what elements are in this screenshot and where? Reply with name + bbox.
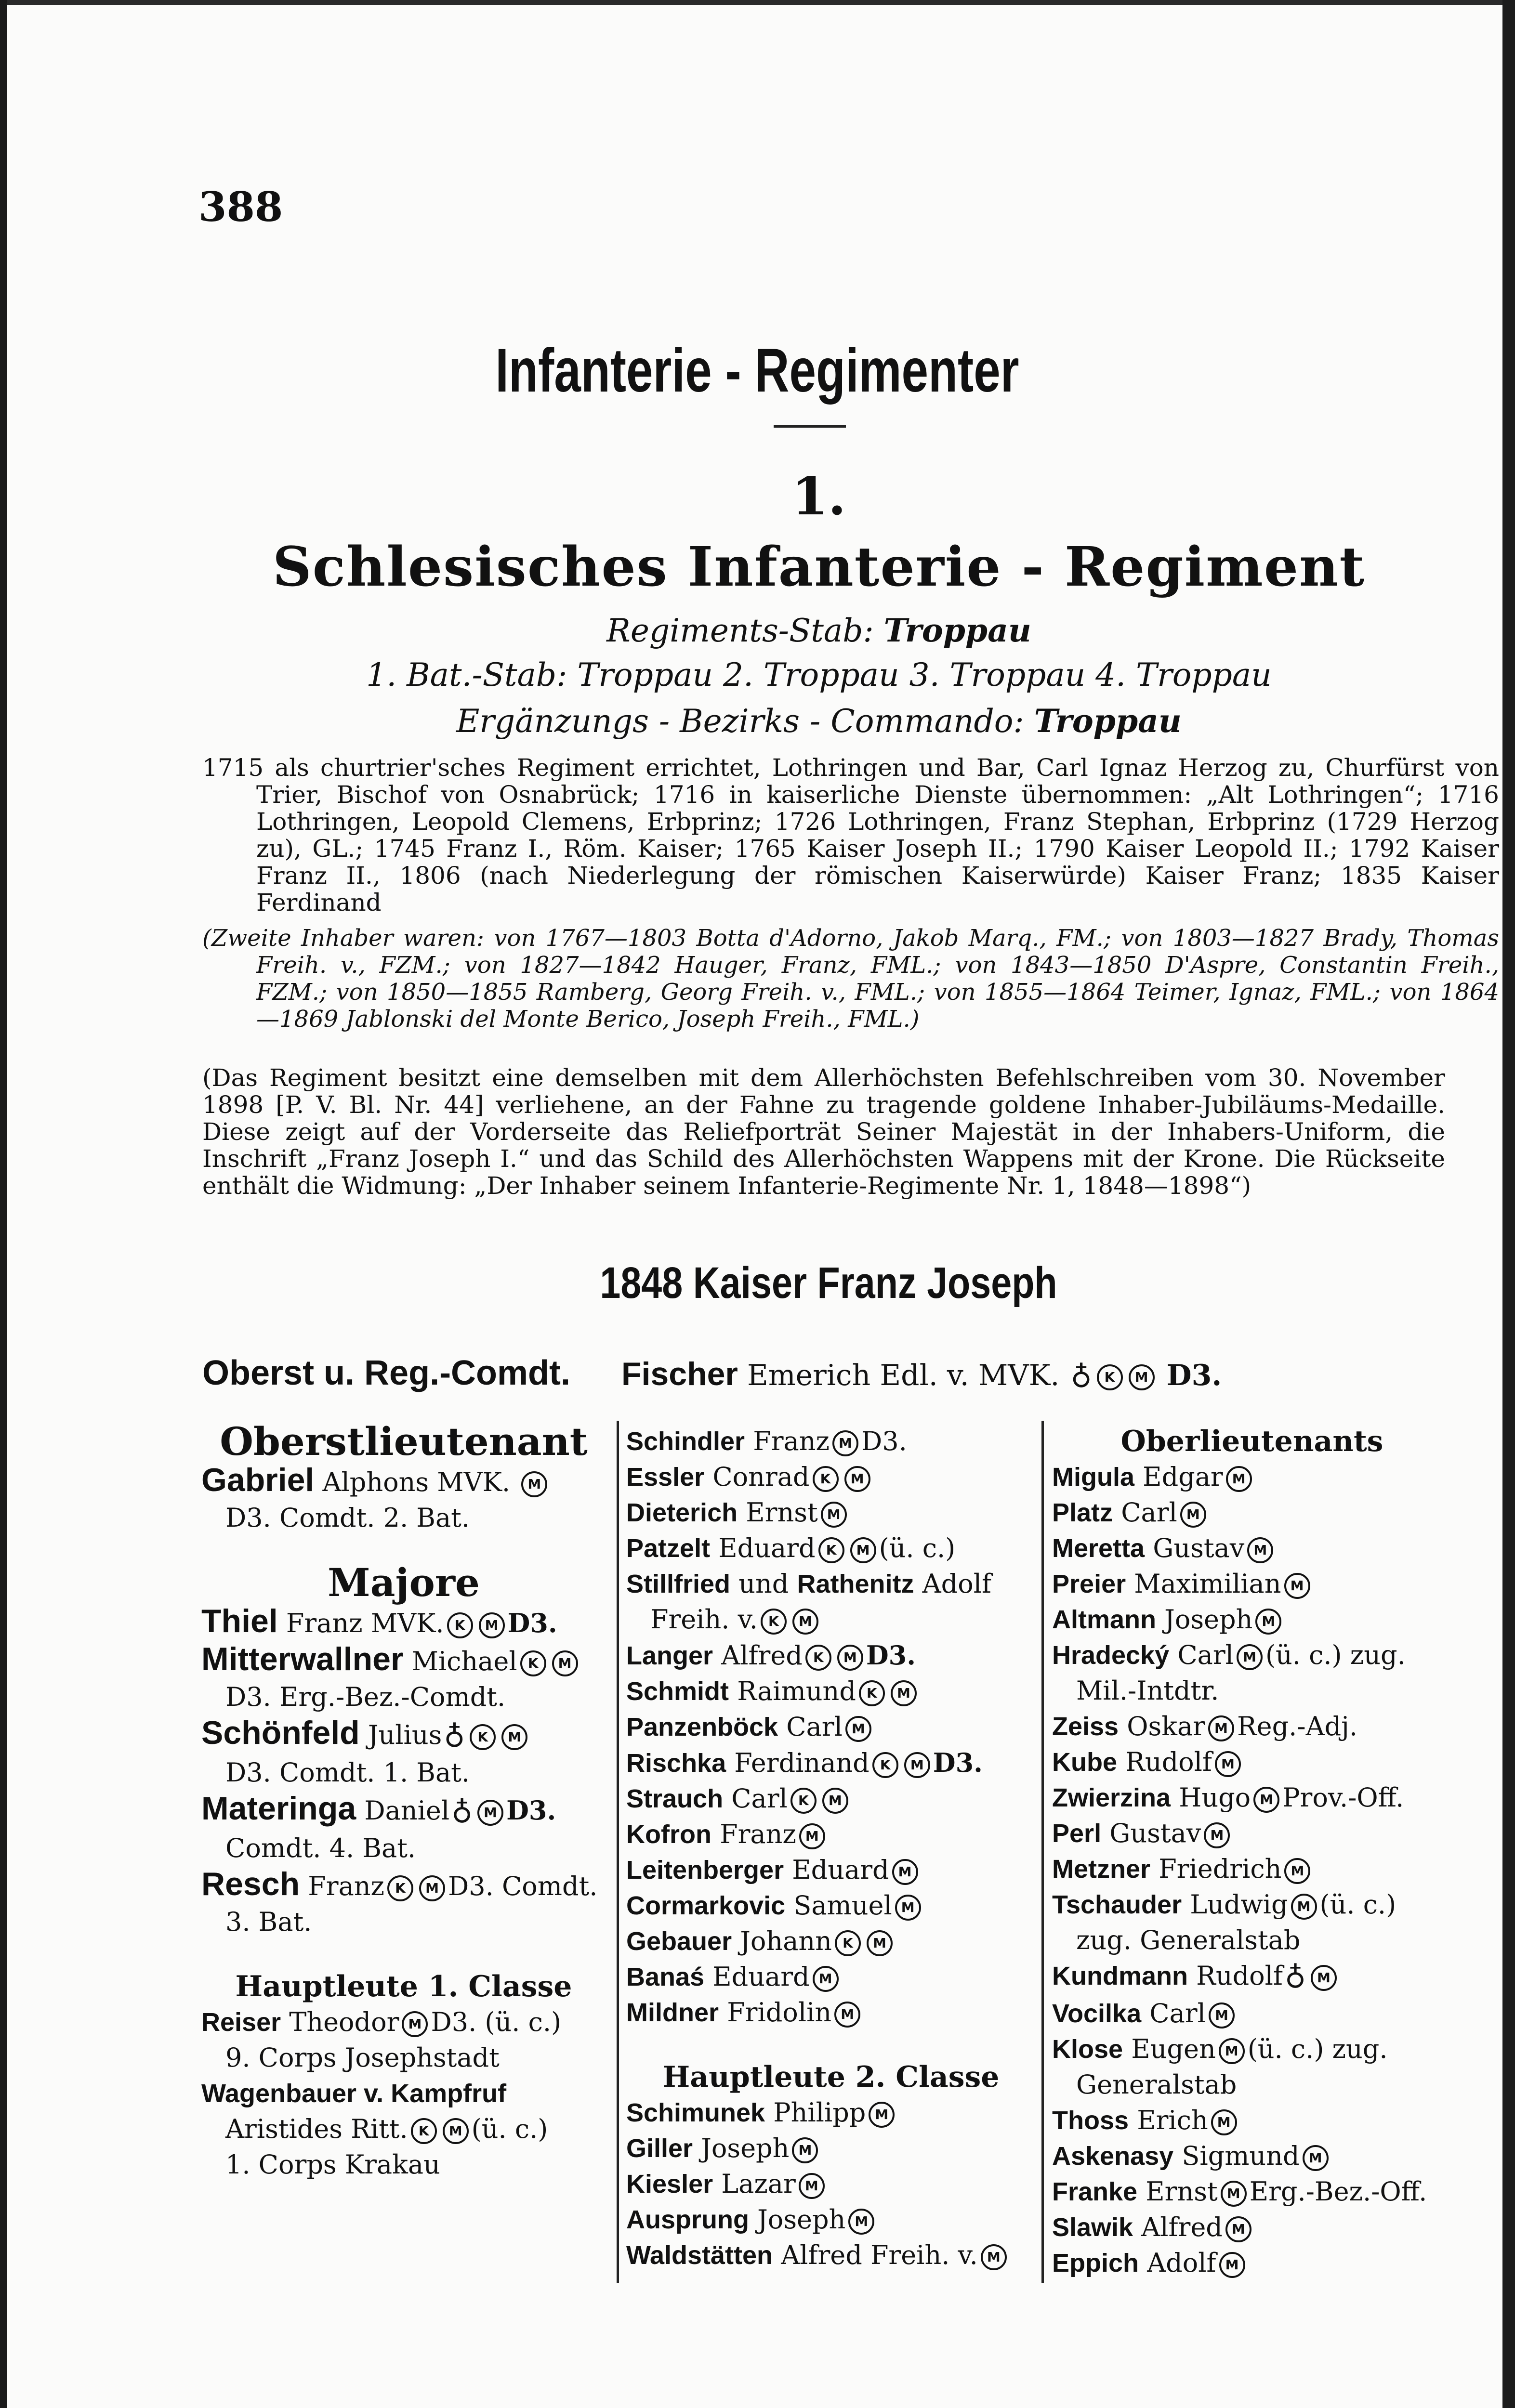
m-mark-icon: M: [845, 1716, 871, 1742]
list-item-cont: Mil.-Intdtr.: [1076, 1675, 1219, 1706]
list-item-cont: D3. Comdt. 2. Bat.: [225, 1503, 470, 1533]
heading-hauptleute-1: Hauptleute 1. Classe: [235, 1970, 572, 2003]
k-mark-icon: K: [1097, 1364, 1123, 1390]
list-item-cont: D3. Comdt. 1. Bat.: [225, 1757, 470, 1788]
m-mark-icon: M: [1219, 2038, 1245, 2064]
scan-edge-right: [1502, 0, 1515, 2408]
m-mark-icon: M: [792, 2137, 818, 2163]
k-mark-icon: K: [470, 1724, 496, 1750]
m-mark-icon: M: [1284, 1858, 1310, 1884]
m-mark-icon: M: [501, 1724, 527, 1750]
list-item: Slawik Alfred M: [1052, 2210, 1452, 2245]
m-mark-icon: M: [891, 1680, 917, 1706]
list-item: Essler Conrad K M: [626, 1459, 1036, 1495]
m-mark-icon: M: [1208, 1715, 1234, 1741]
m-mark-icon: M: [837, 1645, 863, 1671]
list-item: Schindler Franz M D3.: [626, 1426, 907, 1456]
m-mark-icon: M: [1253, 1787, 1279, 1813]
list-item: Platz Carl M: [1052, 1495, 1452, 1531]
cross-decoration-icon: ♁: [1284, 1961, 1306, 1995]
m-mark-icon: M: [821, 1502, 847, 1528]
list-item: Mildner Fridolin M: [626, 1995, 1036, 2030]
column-2: [626, 1424, 1036, 2273]
m-mark-icon: M: [892, 1859, 918, 1885]
k-mark-icon: K: [387, 1875, 413, 1901]
list-item: Preier Maximilian M: [1052, 1566, 1452, 1602]
column-divider-2: [1041, 1421, 1044, 2283]
jubilee-note-paragraph: (Das Regiment besitzt eine demselben mit dem Allerhöchsten Befehlschreiben vom 30. November 1898 [P. V. Bl. Nr. 44] verliehene, an der Fahne zu tragende goldene Inhaber-Jubiläums-Medaille. Diese zeigt auf der Vorderseite das Reliefporträt Seiner Majestät in der Inhabers-Uniform, die Inschrift „Franz Joseph I.“ und das Schild des Allerhöchsten Wappens mit der Krone. Die Rückseite enthält die Widmung: „Der Inhaber seinem Infanterie-Regimente Nr. 1, 1848—1898“): [202, 1064, 1445, 1200]
list-item: Leitenberger Eduard M: [626, 1852, 1036, 1888]
list-item: Franke Ernst M Erg.-Bez.-Off.: [1052, 2176, 1427, 2207]
m-mark-icon: M: [869, 2102, 895, 2128]
list-item: Mitterwallner Michael K M: [201, 1641, 606, 1679]
m-mark-icon: M: [1255, 1609, 1281, 1635]
regiment-number: 1.: [791, 466, 846, 527]
list-item: Panzenböck Carl M: [626, 1709, 1036, 1745]
list-item: Tschauder Ludwig M (ü. c.): [1052, 1889, 1396, 1920]
k-mark-icon: K: [790, 1788, 817, 1814]
m-mark-icon: M: [832, 1430, 858, 1456]
k-mark-icon: K: [805, 1645, 831, 1671]
list-item: Altmann Joseph M: [1052, 1602, 1452, 1637]
regiment-name: Schlesisches Infanterie - Regiment: [272, 536, 1366, 599]
m-mark-icon: M: [813, 1966, 839, 1992]
oberst-tail: D3.: [1166, 1359, 1222, 1392]
list-item: Kofron Franz M: [626, 1817, 1036, 1852]
column-divider-1: [617, 1421, 619, 2283]
ergaenzung-value: Troppau: [1034, 702, 1182, 740]
list-item-cont: D3. Erg.-Bez.-Comdt.: [225, 1682, 506, 1712]
page-number: 388: [198, 183, 283, 231]
list-item: Reiser Theodor M D3. (ü. c.): [201, 2007, 562, 2037]
heading-majore: Majore: [328, 1560, 480, 1605]
ergaenzung-line: [0, 702, 1515, 740]
list-item: Metzner Friedrich M: [1052, 1851, 1452, 1887]
list-item: Vocilka Carl M: [1052, 1996, 1452, 2031]
list-item: Patzelt Eduard K M (ü. c.): [626, 1533, 956, 1563]
cross-decoration-icon: ♁: [1070, 1361, 1092, 1395]
list-item-cont: Comdt. 4. Bat.: [225, 1833, 416, 1863]
m-mark-icon: M: [1311, 1965, 1337, 1991]
m-mark-icon: M: [1221, 2181, 1247, 2207]
heading-oberstleutnant: Oberstlieutenant: [220, 1419, 588, 1464]
m-mark-icon: M: [1215, 1751, 1241, 1777]
m-mark-icon: M: [904, 1752, 930, 1778]
list-item: Banaś Eduard M: [626, 1959, 1036, 1995]
list-item: Perl Gustav M: [1052, 1816, 1452, 1851]
stab-label: Regiments-Stab:: [606, 612, 874, 649]
m-mark-icon: M: [844, 1466, 870, 1492]
list-item: Materinga Daniel♁ M D3.: [201, 1790, 556, 1830]
m-mark-icon: M: [799, 2173, 825, 2199]
m-mark-icon: M: [443, 2118, 469, 2144]
history-paragraph: 1715 als churtrier'sches Regiment errichtet, Lothringen und Bar, Carl Ignaz Herzog zu, Churfürst von Trier, Bischof von Osnabrück; 1716 in kaiserliche Dienste übernommen: „Alt Lothringen“; 1716 Lothringen, Leopold Clemens, Erbprinz; 1726 Lothringen, Franz Stephan, Erbprinz (1729 Herzog zu), GL.; 1745 Franz I., Röm. Kaiser; 1765 Kaiser Joseph II.; 1790 Kaiser Leopold II.; 1792 Kaiser Franz II., 1806 (nach Niederlegung der römischen Kaiserwürde) Kaiser Franz; 1835 Kaiser Ferdinand: [202, 754, 1499, 916]
m-mark-icon: M: [834, 2002, 860, 2028]
m-mark-icon: M: [477, 1800, 503, 1826]
list-item: Schimunek Philipp M: [626, 2095, 1036, 2131]
m-mark-icon: M: [552, 1650, 578, 1676]
m-mark-icon: M: [867, 1930, 893, 1956]
list-item-cont: 9. Corps Josephstadt: [225, 2042, 500, 2073]
list-item-cont: Aristides Ritt. K M (ü. c.): [225, 2114, 548, 2144]
stab-value: Troppau: [883, 612, 1031, 649]
k-mark-icon: K: [872, 1752, 898, 1778]
column-1: [201, 1419, 606, 2183]
k-mark-icon: K: [520, 1650, 546, 1676]
title-divider: [774, 425, 846, 428]
list-item: Meretta Gustav M: [1052, 1531, 1452, 1566]
list-item: Gebauer Johann K M: [626, 1924, 1036, 1959]
list-item: Zeiss Oskar M Reg.-Adj.: [1052, 1711, 1358, 1741]
list-item-cont: 3. Bat.: [225, 1907, 312, 1937]
m-mark-icon: M: [1204, 1822, 1230, 1848]
cross-decoration-icon: ♁: [444, 1720, 465, 1754]
list-item: Stillfried und Rathenitz Adolf: [626, 1569, 992, 1599]
m-mark-icon: M: [1247, 1537, 1273, 1563]
list-item: Wagenbauer v. Kampfruf: [201, 2079, 507, 2108]
oberst-label: Oberst u. Reg.-Comdt.: [202, 1354, 571, 1392]
oberst-entry: [202, 1352, 570, 1393]
list-item-cont: zug. Generalstab: [1076, 1925, 1301, 1955]
m-mark-icon: M: [419, 1875, 445, 1901]
column-3: [1052, 1424, 1452, 2281]
list-item: Resch Franz K M D3. Comdt.: [201, 1866, 598, 1902]
m-mark-icon: M: [1284, 1573, 1310, 1599]
m-mark-icon: M: [792, 1609, 818, 1635]
m-mark-icon: M: [521, 1471, 547, 1497]
m-mark-icon: M: [1219, 2252, 1245, 2278]
m-mark-icon: M: [1303, 2145, 1329, 2171]
m-mark-icon: M: [822, 1788, 848, 1814]
m-mark-icon: M: [1291, 1894, 1317, 1920]
list-item: Schmidt Raimund K M: [626, 1674, 1036, 1709]
m-mark-icon: M: [1237, 1644, 1263, 1670]
oberst-name: Fischer: [621, 1356, 738, 1392]
list-item: Giller Joseph M: [626, 2131, 1036, 2166]
m-mark-icon: M: [1129, 1364, 1155, 1390]
list-item-cont: Generalstab: [1076, 2069, 1237, 2100]
list-item: Klose Eugen M (ü. c.) zug.: [1052, 2034, 1388, 2064]
k-mark-icon: K: [818, 1537, 844, 1563]
oberst-details: Emerich Edl. v. MVK.: [747, 1359, 1060, 1392]
scan-edge-left: [0, 0, 7, 2408]
list-item: Strauch Carl K M: [626, 1781, 1036, 1817]
list-item: Schönfeld Julius♁ K M: [201, 1715, 606, 1755]
list-item: Thiel Franz MVK. K M D3.: [201, 1603, 557, 1639]
list-item: Migula Edgar M: [1052, 1459, 1452, 1495]
m-mark-icon: M: [402, 2011, 428, 2037]
regiments-stab-line: [0, 612, 1515, 649]
heading-hauptleute-2: Hauptleute 2. Classe: [662, 2060, 1000, 2094]
list-item: Kube Rudolf M: [1052, 1744, 1452, 1780]
k-mark-icon: K: [813, 1466, 839, 1492]
m-mark-icon: M: [799, 1823, 825, 1849]
list-item: Dieterich Ernst M: [626, 1495, 1036, 1531]
owner-heading: 1848 Kaiser Franz Joseph: [600, 1258, 1057, 1308]
m-mark-icon: M: [981, 2244, 1007, 2270]
k-mark-icon: K: [447, 1612, 473, 1638]
oberst-person: [621, 1355, 1222, 1394]
cross-decoration-icon: ♁: [451, 1796, 473, 1830]
list-item: Hradecký Carl M (ü. c.) zug.: [1052, 1640, 1406, 1670]
m-mark-icon: M: [1225, 2216, 1252, 2242]
list-item: Kundmann Rudolf♁ M: [1052, 1958, 1452, 1996]
list-item-cont: Freih. v. K M: [626, 1602, 1036, 1637]
scan-edge-top: [0, 0, 1515, 5]
list-item: Gabriel Alphons MVK. M: [201, 1462, 606, 1500]
list-item: Kiesler Lazar M: [626, 2166, 1036, 2202]
list-item: Rischka Ferdinand K M D3.: [626, 1747, 983, 1778]
page-title: Infanterie - Regimenter: [495, 336, 1019, 405]
heading-oberlieutenants: Oberlieutenants: [1120, 1425, 1383, 1458]
m-mark-icon: M: [850, 1537, 876, 1563]
m-mark-icon: M: [1209, 2002, 1235, 2028]
list-item: Askenasy Sigmund M: [1052, 2138, 1452, 2174]
list-item: Waldstätten Alfred Freih. v. M: [626, 2238, 1036, 2273]
k-mark-icon: K: [835, 1930, 861, 1956]
list-item-cont: 1. Corps Krakau: [225, 2149, 440, 2180]
list-item: Eppich Adolf M: [1052, 2245, 1452, 2281]
battalions-line: 1. Bat.-Stab: Troppau 2. Troppau 3. Troppau 4. Troppau: [366, 656, 1272, 694]
list-item: Thoss Erich M: [1052, 2103, 1452, 2138]
k-mark-icon: K: [761, 1609, 787, 1635]
m-mark-icon: M: [1180, 1502, 1206, 1528]
list-item: Zwierzina Hugo M Prov.-Off.: [1052, 1782, 1404, 1813]
second-owners-paragraph: (Zweite Inhaber waren: von 1767—1803 Botta d'Adorno, Jakob Marq., FM.; von 1803—1827 Brady, Thomas Freih. v., FZM.; von 1827—1842 Hauger, Franz, FML.; von 1843—1850 D'Aspre, Constantin Freih., FZM.; von 1850—1855 Ramberg, Georg Freih. v., FML.; von 1855—1864 Teimer, Ignaz, FML.; von 1864—1869 Jablonski del Monte Berico, Joseph Freih., FML.): [202, 925, 1499, 1033]
m-mark-icon: M: [1226, 1466, 1252, 1492]
ergaenzung-label: Ergänzungs - Bezirks - Commando:: [456, 703, 1024, 740]
m-mark-icon: M: [1211, 2109, 1237, 2135]
k-mark-icon: K: [411, 2118, 437, 2144]
list-item: Langer Alfred K M D3.: [626, 1640, 916, 1671]
k-mark-icon: K: [859, 1680, 885, 1706]
m-mark-icon: M: [479, 1612, 505, 1638]
list-item: Cormarkovic Samuel M: [626, 1888, 1036, 1924]
list-item: Ausprung Joseph M: [626, 2202, 1036, 2238]
m-mark-icon: M: [895, 1895, 921, 1921]
m-mark-icon: M: [848, 2209, 874, 2235]
